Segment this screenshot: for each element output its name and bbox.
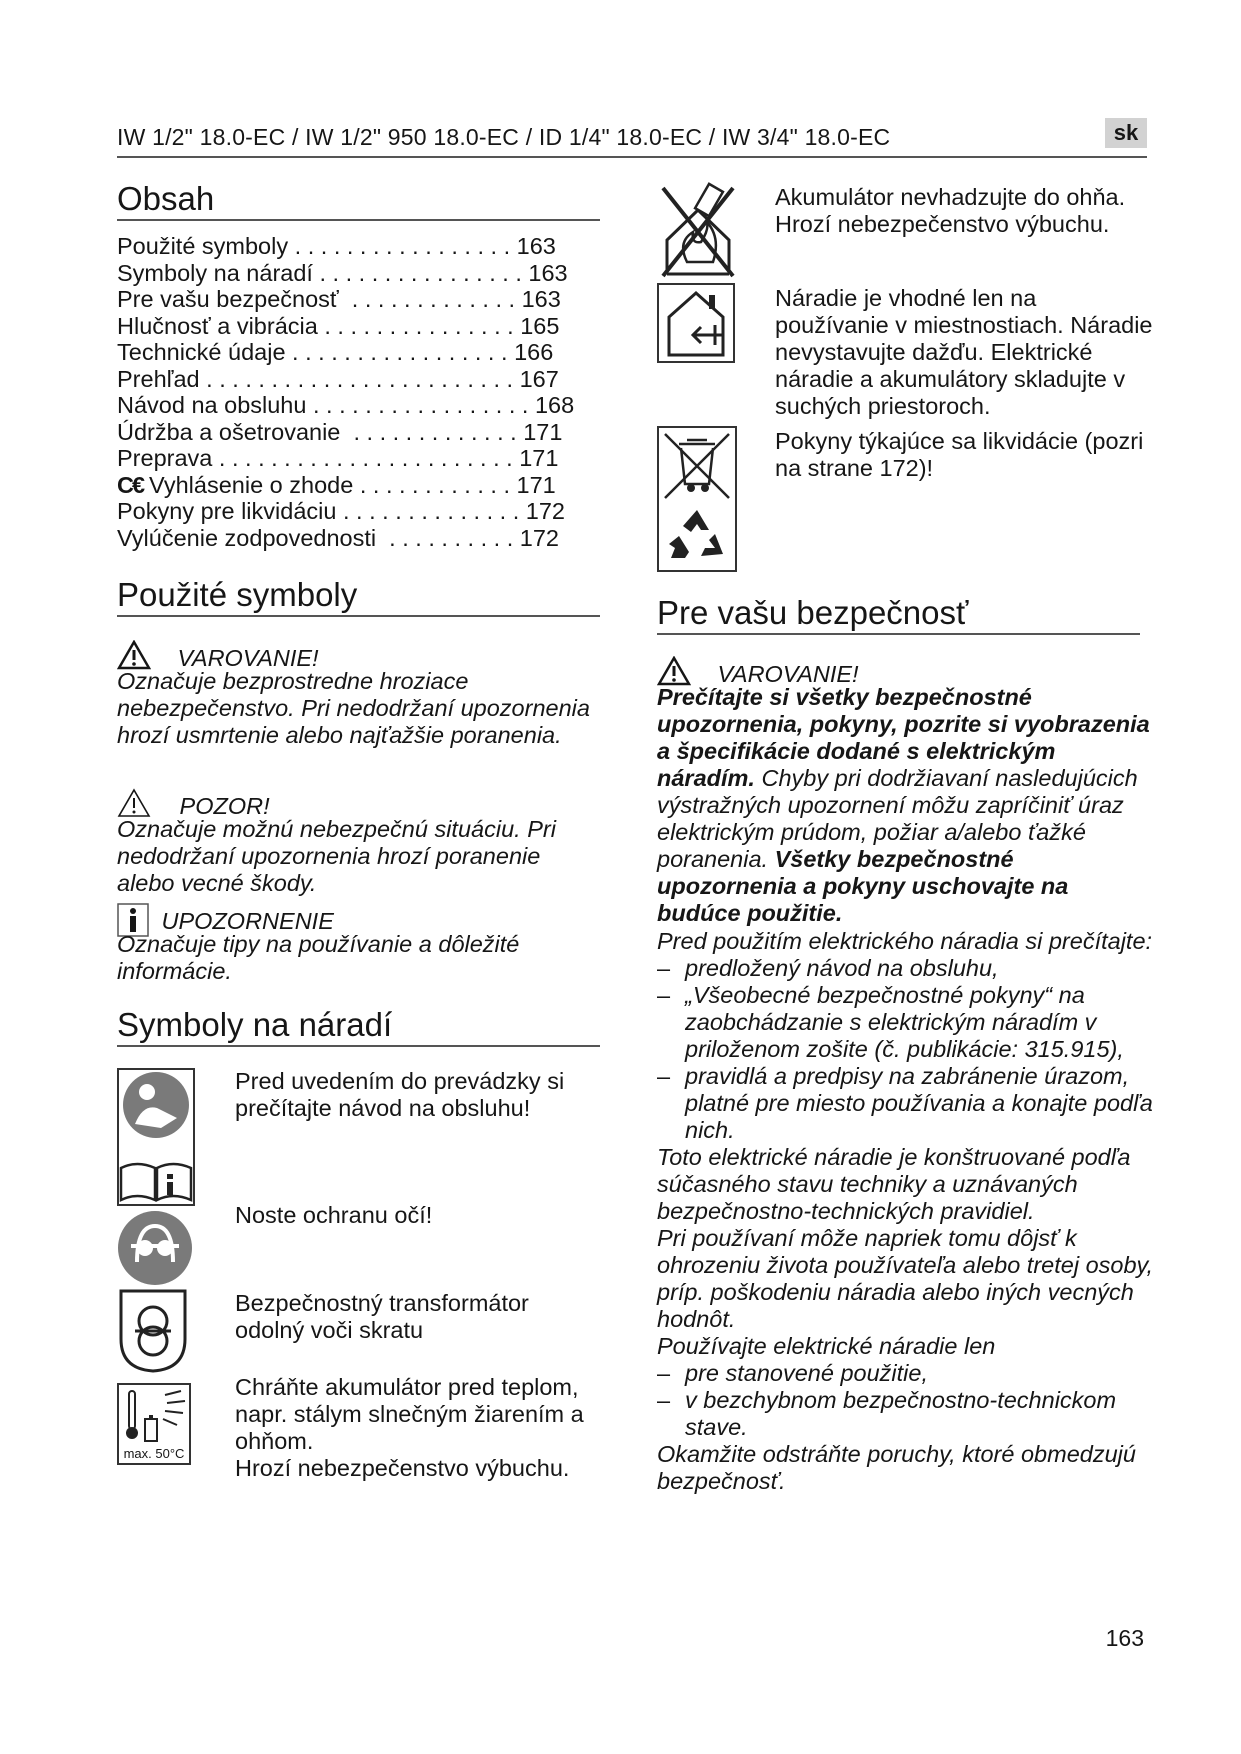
toc-item-label: Údržba a ošetrovanie: [117, 418, 341, 445]
eye-protection-text: Noste ochranu očí!: [235, 1202, 433, 1228]
eye-protection-icon: [117, 1210, 193, 1286]
toc-item-label: Návod na obsluhu: [117, 392, 307, 418]
safety-paragraph-1: Toto elektrické náradie je konštruované podľa súčasného stavu techniky a uznávaných bezpečnostno-technických pravidiel.: [657, 1144, 1131, 1224]
toc-heading: Obsah: [117, 180, 215, 217]
note-block: [117, 903, 597, 985]
safety-paragraph-2: Pri používaní môže napriek tomu dôjsť k ohrozeniu života používateľa alebo tretej osoby, príp. poškodeniu náradia alebo iných vecných hodnôt.: [657, 1225, 1154, 1332]
page-number: 163: [1105, 1625, 1144, 1651]
toc-item-page: 172: [525, 498, 565, 524]
toc-item-leader: . . . . . . . . . . . . . . . . . . . . . . .: [212, 445, 520, 471]
toc-item-label: Pre vašu bezpečnosť: [117, 286, 339, 312]
toc-item-leader: . . . . . . . . . . . . . . . . .: [288, 233, 517, 259]
heat-protection-text: [235, 1374, 605, 1482]
toc-item-page: 163: [528, 259, 568, 286]
usage-list: [657, 1360, 1157, 1441]
warning-block: [117, 640, 597, 749]
toc-item-leader: . . . . . . . . . . . . . .: [336, 498, 526, 524]
list-item: – v bezchybnom bezpečnostno-technickom stave.: [657, 1387, 1157, 1441]
safety-warning-block: [657, 656, 1157, 927]
toc-item-page: 171: [516, 471, 556, 498]
no-fire-battery-icon: [657, 182, 739, 282]
toc-item-leader: . . . . . . . . . . . . .: [338, 286, 522, 312]
toc-item-label: Hlučnosť a vibrácia: [117, 312, 318, 339]
read-manual-text: Pred uvedením do prevádzky si prečítajte návod na obsluhu!: [235, 1068, 565, 1121]
toc-item-label: Technické údaje: [117, 339, 286, 365]
toc-item[interactable]: [117, 260, 617, 287]
safety-divider: [657, 633, 1140, 635]
safety-paragraph-4: Okamžite odstráňte poruchy, ktoré obmedzujú bezpečnosť.: [657, 1441, 1136, 1494]
toc-item-page: 171: [519, 445, 559, 471]
list-item: – pravidlá a predpisy na zabránenie úrazom, platné pre miesto používania a konajte podľa nich.: [657, 1063, 1157, 1144]
toc-item[interactable]: [117, 498, 617, 525]
toc-item[interactable]: [117, 366, 617, 393]
toc-item-leader: . . . . . . . . . . . . . . . . .: [306, 392, 535, 418]
heat-protection-line1: Chráňte akumulátor pred teplom, napr. stálym slnečným žiarením a ohňom.: [235, 1374, 584, 1454]
language-badge: sk: [1105, 118, 1147, 148]
read-manual-icon: [117, 1068, 195, 1206]
toc-item-leader: . . . . . . . . . . . . . . . . . . . . . . . .: [199, 365, 520, 392]
toc-item-page: 167: [519, 365, 559, 392]
toc-item-label: Vylúčenie zodpovednosti: [117, 524, 377, 551]
toc-item-label: Vyhlásenie o zhode: [149, 471, 354, 498]
toc-item[interactable]: [117, 445, 617, 472]
warning-title: VAROVANIE!: [177, 645, 319, 671]
toc-item-page: 163: [521, 286, 561, 312]
toc-item[interactable]: [117, 313, 617, 340]
toc-item[interactable]: [117, 392, 617, 419]
toc-item-page: 168: [534, 392, 575, 418]
safety-bold-1: Prečítajte si všetky bezpečnostné upozornenia, pokyny, pozrite si vyobrazenia a špecifikácie dodané s elektrickým náradím.: [657, 684, 1150, 791]
table-of-contents: [117, 233, 617, 551]
list-item: – predložený návod na obsluhu,: [657, 955, 1157, 982]
toc-item-leader: . . . . . . . . . . . .: [353, 471, 517, 498]
warning-icon: [117, 640, 151, 670]
disposal-text: Pokyny týkajúce sa likvidácie (pozri na strane 172)!: [775, 428, 1144, 481]
toc-item-page: 166: [514, 339, 554, 365]
toc-item[interactable]: [117, 339, 617, 366]
toc-item-label: Prehľad: [117, 365, 200, 392]
header-title: IW 1/2" 18.0-EC / IW 1/2" 950 18.0-EC / ID 1/4" 18.0-EC / IW 3/4" 18.0-EC: [117, 124, 891, 150]
page-header: [117, 122, 1147, 158]
toc-item[interactable]: [117, 419, 617, 446]
used-symbols-heading: Použité symboly: [117, 576, 358, 613]
safety-heading: Pre vašu bezpečnosť: [657, 594, 969, 631]
safety-normal-1: Chyby pri dodržiavaní nasledujúcich výstražných upozornení môžu zapríčiniť úraz elektrickým prúdom, požiar a/alebo ťažké poranenia.: [657, 765, 1138, 872]
toc-item-label: Pokyny pre likvidáciu: [117, 498, 337, 524]
toc-item-page: 165: [520, 312, 560, 339]
toc-divider: [117, 219, 600, 221]
max-temp-label: max. 50°C: [123, 1446, 185, 1461]
warning-text: Označuje bezprostredne hroziace nebezpečenstvo. Pri nedodržaní upozornenia hrozí usmrtenie alebo najťažšie poranenia.: [117, 668, 590, 748]
toc-item-label: Preprava: [117, 445, 213, 471]
ce-mark-icon: C€: [117, 471, 144, 498]
caution-block: [117, 788, 597, 897]
caution-text: Označuje možnú nebezpečnú situáciu. Pri nedodržaní upozornenia hrozí poranenie alebo vecné škody.: [117, 816, 556, 896]
heat-protection-line2: Hrozí nebezpečenstvo výbuchu.: [235, 1455, 570, 1481]
toc-item-leader: . . . . . . . . . . . . . . . .: [312, 259, 529, 286]
list-item: – pre stanovené použitie,: [657, 1360, 1157, 1387]
safety-warning-icon: [657, 656, 691, 686]
safety-body: [657, 928, 1157, 1495]
disposal-icon: [657, 426, 737, 572]
toc-item-label: Použité symboly: [117, 233, 289, 259]
toc-item-leader: . . . . . . . . . .: [376, 524, 520, 551]
safety-transformer-icon: [117, 1287, 189, 1373]
no-fire-battery-text: Akumulátor nevhadzujte do ohňa. Hrozí nebezpečenstvo výbuchu.: [775, 184, 1126, 237]
toc-item-leader: . . . . . . . . . . . . . . . . .: [285, 339, 515, 365]
note-title: UPOZORNENIE: [161, 908, 334, 934]
toc-item-page: 163: [516, 233, 556, 259]
indoor-use-icon: [657, 283, 735, 363]
list-item: – „Všeobecné bezpečnostné pokyny“ na zaobchádzanie s elektrickým náradím v priloženom zošite (č. publikácie: 315.915),: [657, 982, 1157, 1063]
caution-icon: [117, 788, 151, 818]
indoor-use-text: Náradie je vhodné len na používanie v miestnostiach. Náradie nevystavujte dažďu. Elektrické náradie a akumulátory skladujte v suchých priestoroch.: [775, 285, 1153, 419]
safety-warning-text: [657, 684, 1157, 927]
caution-title: POZOR!: [179, 793, 270, 819]
safety-paragraph-3: Používajte elektrické náradie len: [657, 1333, 996, 1359]
tool-symbols-divider: [117, 1045, 600, 1047]
used-symbols-divider: [117, 615, 600, 617]
before-use-list: [657, 955, 1157, 1144]
thermometer-battery-icon: [123, 1389, 187, 1443]
before-use-text: Pred použitím elektrického náradia si prečítajte:: [657, 928, 1153, 954]
safety-warning-title: VAROVANIE!: [717, 661, 859, 687]
heat-protection-icon: [117, 1383, 191, 1465]
toc-item[interactable]: [117, 286, 617, 313]
toc-item-leader: . . . . . . . . . . . . . . .: [317, 312, 521, 339]
toc-item[interactable]: [117, 233, 617, 260]
toc-item-page: 172: [519, 524, 559, 551]
toc-item-label: Symboly na náradí: [117, 259, 313, 286]
toc-item[interactable]: [117, 525, 617, 552]
toc-item[interactable]: [117, 472, 617, 499]
toc-item-page: 171: [523, 418, 563, 445]
tool-symbols-heading: Symboly na náradí: [117, 1006, 393, 1043]
safety-transformer-text: Bezpečnostný transformátor odolný voči skratu: [235, 1290, 529, 1343]
toc-item-leader: . . . . . . . . . . . . .: [340, 418, 524, 445]
safety-bold-2: Všetky bezpečnostné upozornenia a pokyny uschovajte na budúce použitie.: [657, 846, 1069, 926]
note-text: Označuje tipy na používanie a dôležité informácie.: [117, 931, 520, 984]
